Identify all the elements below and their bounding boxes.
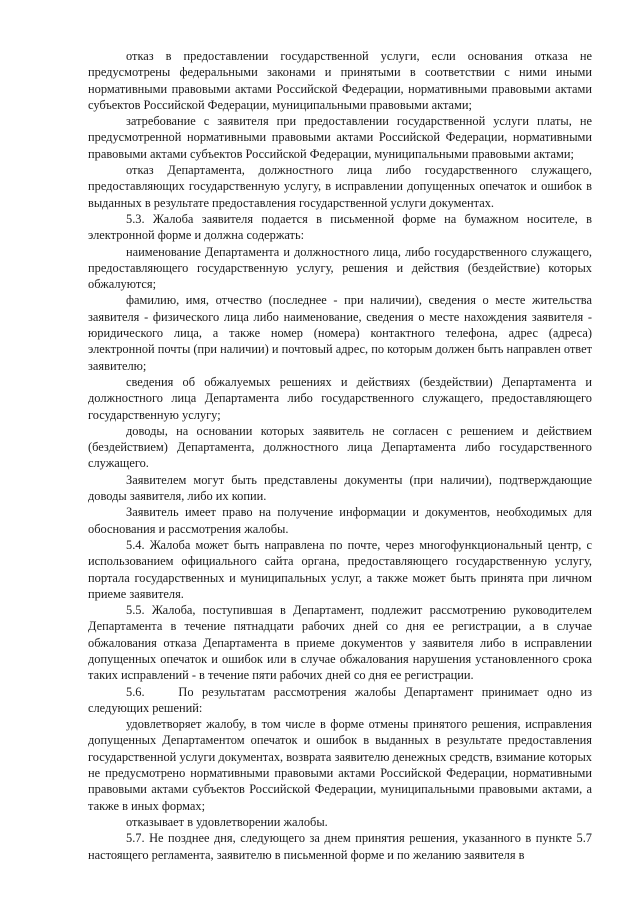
paragraph-arguments: доводы, на основании которых заявитель не согласен с решением и действием (бездействием) Департамента, должностного лица Департамента либо государственного служащего. — [88, 423, 592, 471]
paragraph-5-5: 5.5. Жалоба, поступившая в Департамент, подлежит рассмотрению руководителем Департамента в течение пятнадцати рабочих дней со дня ее регистрации, а в случае обжалования отказа Департамента в приеме документов у заявителя либо в исправлении допущенных опечаток и ошибок или в случае обжалования нарушения установленного срока таких исправлений - в течение пяти рабочих дней со дня ее регистрации. — [88, 603, 592, 683]
paragraph-fee-demand: затребование с заявителя при предоставлении государственной услуги платы, не предусмотренной нормативными правовыми актами Российской Федерации, нормативными правовыми актами субъектов Российской Федерации, муниципальными правовыми актами; — [88, 114, 592, 161]
paragraph-appealed-decisions: сведения об обжалуемых решениях и действиях (бездействии) Департамента и должностного лица Департамента либо государственного служащего, предоставляющего государственную услугу; — [88, 374, 592, 422]
paragraph-applicant-details: фамилию, имя, отчество (последнее - при наличии), сведения о месте жительства заявителя - физического лица либо наименование, сведения о месте нахождения заявителя - юридического лица, а также номер (номера) контактного телефона, адрес (адреса) электронной почты (при наличии) и почтовый адрес, по которым должен быть направлен ответ заявителю; — [88, 293, 592, 373]
paragraph-5-4: 5.4. Жалоба может быть направлена по почте, через многофункциональный центр, с использованием официального сайта органа, предоставляющего государственную услугу, портала государственных и муниципальных услуг, а также может быть принята при личном приеме заявителя. — [88, 537, 592, 601]
paragraph-reject-complaint: отказывает в удовлетворении жалобы. — [126, 814, 328, 829]
paragraph-correction-refusal: отказ Департамента, должностного лица либо государственного служащего, предоставляющих государственную услугу, в исправлении допущенных опечаток и ошибок в выданных в результате предоставления государственной услуги документах. — [88, 163, 592, 210]
document-body — [88, 48, 596, 863]
paragraph-5-7: 5.7. Не позднее дня, следующего за днем принятия решения, указанного в пункте 5.7 настоящего регламента, заявителю в письменной форме и по желанию заявителя в — [88, 831, 592, 862]
paragraph-refusal-grounds: отказ в предоставлении государственной услуги, если основания отказа не предусмотрены федеральными законами и принятыми в соответствии с ними иными нормативными правовыми актами Российской Федерации, нормативными правовыми актами субъектов Российской Федерации, муниципальными правовыми актами; — [88, 49, 592, 112]
paragraph-department-name: наименование Департамента и должностного лица, либо государственного служащего, предоставляющего государственную услугу, решения и действия (бездействие) которых обжалуются; — [88, 244, 592, 292]
paragraph-satisfy-complaint: удовлетворяет жалобу, в том числе в форме отмены принятого решения, исправления допущенных Департаментом опечаток и ошибок в выданных в результате предоставления государственной услуги документах, возврата заявителю денежных средств, взимание которых не предусмотрено нормативными правовыми актами Российской Федерации, нормативными правовыми актами субъектов Российской Федерации, муниципальными правовыми актами, а также в иных формах; — [88, 717, 592, 813]
paragraph-5-3: 5.3. Жалоба заявителя подается в письменной форме на бумажном носителе, в электронной форме и должна содержать: — [88, 211, 592, 243]
paragraph-supporting-documents: Заявителем могут быть представлены документы (при наличии), подтверждающие доводы заявителя, либо их копии. — [88, 472, 592, 504]
paragraph-right-to-information: Заявитель имеет право на получение информации и документов, необходимых для обоснования и рассмотрения жалобы. — [88, 505, 592, 536]
paragraph-5-6: 5.6. По результатам рассмотрения жалобы Департамент принимает одно из следующих решений: — [88, 684, 596, 715]
